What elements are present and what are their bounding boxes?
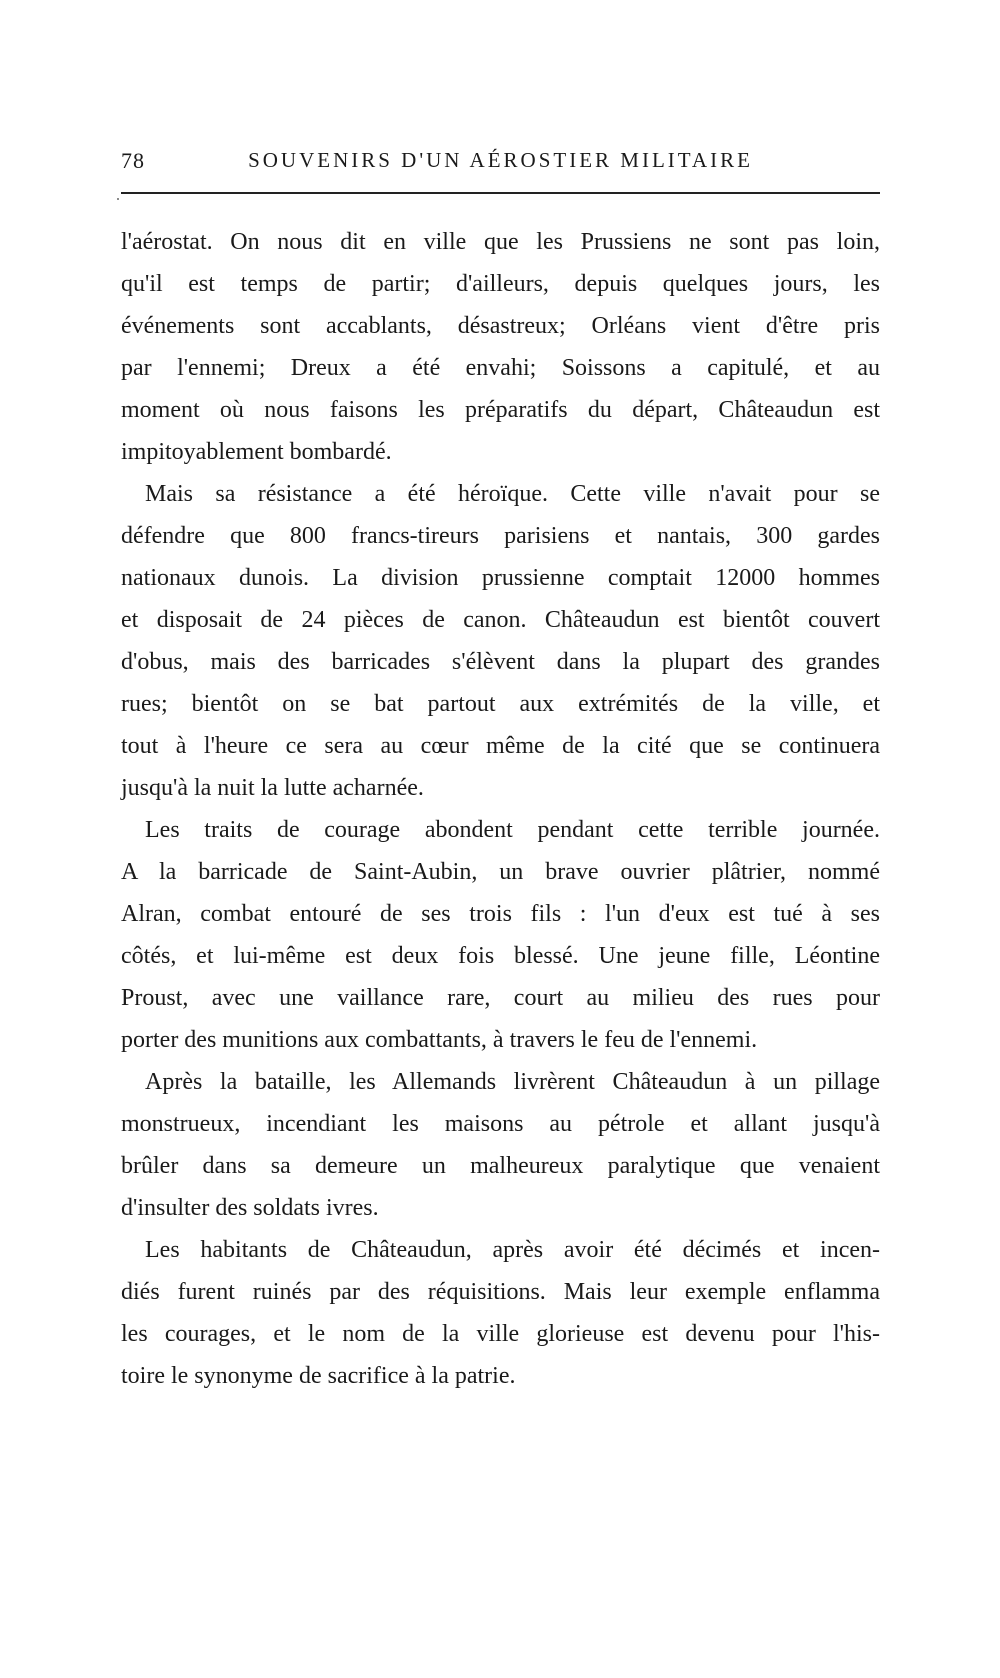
text-line: côtés, et lui-même est deux fois blessé. Une jeune fille, Léontine: [121, 943, 880, 969]
text-line: diés furent ruinés par des réquisitions. Mais leur exemple enflamma: [121, 1279, 880, 1305]
text-line: les courages, et le nom de la ville glorieuse est devenu pour l'his-: [121, 1321, 880, 1347]
text-line: toire le synonyme de sacrifice à la patrie.: [121, 1363, 516, 1389]
rule-dot: [117, 198, 119, 200]
text-line: l'aérostat. On nous dit en ville que les Prussiens ne sont pas loin,: [121, 229, 880, 255]
text-line: nationaux dunois. La division prussienne comptait 12000 hommes: [121, 565, 880, 591]
text-line: et disposait de 24 pièces de canon. Châteaudun est bientôt couvert: [121, 607, 880, 633]
running-title: SOUVENIRS D'UN AÉROSTIER MILITAIRE: [248, 148, 753, 172]
text-line: Proust, avec une vaillance rare, court au milieu des rues pour: [121, 985, 880, 1011]
text-line: Les traits de courage abondent pendant cette terrible journée.: [145, 817, 880, 843]
page-number: 78: [121, 148, 145, 173]
text-line: d'insulter des soldats ivres.: [121, 1195, 379, 1221]
text-line: moment où nous faisons les préparatifs du départ, Châteaudun est: [121, 397, 880, 423]
text-line: rues; bientôt on se bat partout aux extrémités de la ville, et: [121, 691, 880, 717]
text-line: impitoyablement bombardé.: [121, 439, 392, 465]
text-line: Alran, combat entouré de ses trois fils : l'un d'eux est tué à ses: [121, 901, 880, 927]
running-head: [121, 148, 880, 184]
text-line: défendre que 800 francs-tireurs parisiens et nantais, 300 gardes: [121, 523, 880, 549]
paragraph-1: [121, 221, 880, 473]
header-rule: [121, 192, 880, 194]
body-text: [121, 221, 880, 1397]
text-line: par l'ennemi; Dreux a été envahi; Soissons a capitulé, et au: [121, 355, 880, 381]
text-line: brûler dans sa demeure un malheureux paralytique que venaient: [121, 1153, 880, 1179]
text-line: Les habitants de Châteaudun, après avoir été décimés et incen-: [145, 1237, 880, 1263]
text-line: jusqu'à la nuit la lutte acharnée.: [121, 775, 424, 801]
paragraph-2: [121, 473, 880, 809]
paragraph-4: [121, 1061, 880, 1229]
text-line: qu'il est temps de partir; d'ailleurs, depuis quelques jours, les: [121, 271, 880, 297]
text-line: événements sont accablants, désastreux; Orléans vient d'être pris: [121, 313, 880, 339]
text-line: Mais sa résistance a été héroïque. Cette ville n'avait pour se: [145, 481, 880, 507]
text-line: A la barricade de Saint-Aubin, un brave ouvrier plâtrier, nommé: [121, 859, 880, 885]
paragraph-5: [121, 1229, 880, 1397]
text-line: Après la bataille, les Allemands livrèrent Châteaudun à un pillage: [145, 1069, 880, 1095]
text-line: porter des munitions aux combattants, à travers le feu de l'ennemi.: [121, 1027, 758, 1053]
paragraph-3: [121, 809, 880, 1061]
text-line: d'obus, mais des barricades s'élèvent dans la plupart des grandes: [121, 649, 880, 675]
text-line: monstrueux, incendiant les maisons au pétrole et allant jusqu'à: [121, 1111, 880, 1137]
text-line: tout à l'heure ce sera au cœur même de la cité que se continuera: [121, 733, 880, 759]
